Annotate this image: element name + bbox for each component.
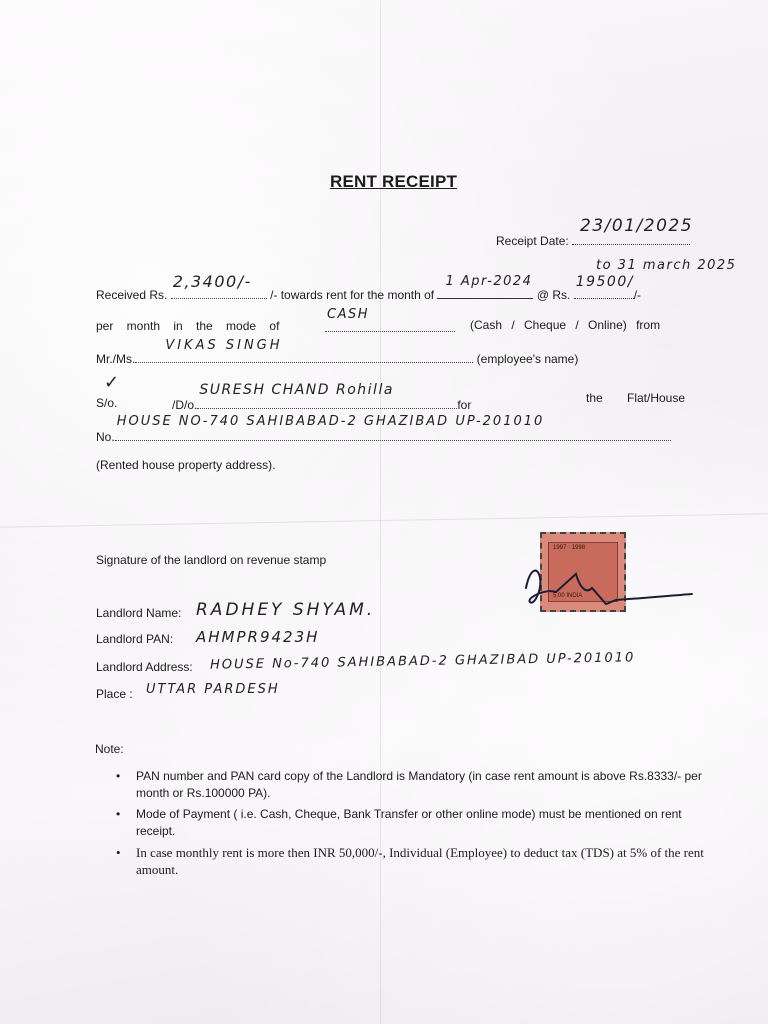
- signature-label: Signature of the landlord on revenue stamp: [96, 553, 327, 567]
- note-text: Mode of Payment ( i.e. Cash, Cheque, Bank Transfer or other online mode) must be mentioned on rent receipt.: [136, 807, 682, 838]
- stamp-top-text: 1997 · 1998: [553, 545, 586, 551]
- rate-line: [574, 274, 634, 299]
- relation-flat: Flat/House: [627, 391, 686, 405]
- note-heading: Note:: [95, 742, 124, 756]
- note-text: In case monthly rent is more then INR 50,000/-, Individual (Employee) to deduct tax (TDS) at 5% of the rent amount.: [136, 845, 704, 877]
- relation-do: /D/o.: [172, 398, 198, 412]
- bullet-icon: •: [116, 845, 121, 860]
- mode-row: [325, 307, 455, 335]
- father-line: [197, 382, 457, 409]
- note-list: [116, 768, 716, 882]
- note-item: [116, 806, 716, 840]
- note-text: PAN number and PAN card copy of the Landlord is Mandatory (in case rent amount is above Rs.8333/- per month or Rs.100000 PA).: [136, 769, 702, 800]
- bullet-icon: •: [116, 807, 121, 821]
- rate-suffix: /-: [633, 288, 642, 302]
- received-suffix: /- towards rent for the month of: [270, 288, 435, 302]
- period-to: to 31 march 2025: [596, 258, 737, 273]
- mode-prefix: per month in the mode of: [96, 319, 280, 333]
- landlord-address: HOUSE No-740 SAHIBABAD-2 GHAZIBAD UP-201010: [209, 650, 636, 673]
- relation-for: for: [457, 398, 472, 412]
- place-value: UTTAR PARDESH: [146, 682, 280, 697]
- address-value: HOUSE NO-740 SAHIBABAD-2 GHAZIBAD UP-201010: [116, 414, 545, 429]
- rate-value: 19500/: [575, 274, 634, 290]
- tenant-line: [135, 338, 473, 363]
- mode-line: [325, 307, 455, 332]
- address-line: [115, 414, 671, 441]
- paper-crease: [0, 513, 768, 527]
- tenant-suffix: (employee's name): [476, 352, 579, 366]
- amount-value: 2,3400/-: [172, 272, 252, 291]
- relation-the: the: [586, 391, 603, 405]
- landlord-name-label: Landlord Name:: [96, 606, 182, 620]
- mode-options: (Cash / Cheque / Online) from: [470, 318, 661, 332]
- page-title: RENT RECEIPT: [330, 172, 458, 191]
- bullet-icon: •: [116, 769, 121, 783]
- tenant-name: VIKAS SINGH: [165, 338, 283, 353]
- landlord-name: RADHEY SHYAM.: [196, 600, 376, 620]
- rate-label: @ Rs.: [536, 288, 571, 302]
- receipt-date-value: 23/01/2025: [580, 216, 694, 236]
- place-label: Place :: [96, 687, 133, 701]
- period-from: 1 Apr-2024: [445, 274, 533, 289]
- father-name: SURESH CHAND Rohilla: [199, 382, 394, 398]
- stamp-bottom-text: 5.00 INDIA: [553, 593, 583, 599]
- landlord-signature: [516, 548, 696, 618]
- relation-row: [172, 382, 472, 412]
- receipt-date-row: [496, 216, 694, 248]
- landlord-pan: AHMPR9423H: [196, 628, 320, 646]
- address-label: No.: [96, 430, 115, 444]
- address-row: [96, 414, 671, 444]
- receipt-date-label: Receipt Date:: [496, 234, 569, 248]
- mode-value: CASH: [327, 307, 369, 322]
- address-caption: (Rented house property address).: [96, 458, 276, 472]
- landlord-address-label: Landlord Address:: [96, 660, 193, 674]
- received-row: [96, 272, 642, 302]
- amount-line: [171, 272, 267, 299]
- relation-so: S/o.: [96, 396, 118, 410]
- received-prefix: Received Rs.: [96, 288, 168, 302]
- tenant-row: [96, 338, 579, 366]
- check-mark-icon: ✓: [104, 372, 121, 393]
- note-item: [116, 768, 716, 802]
- note-item: [116, 844, 716, 878]
- period-line: [437, 274, 533, 299]
- landlord-pan-label: Landlord PAN:: [96, 632, 174, 646]
- tenant-label: Mr./Ms.: [96, 352, 136, 366]
- receipt-date-line: [572, 216, 694, 245]
